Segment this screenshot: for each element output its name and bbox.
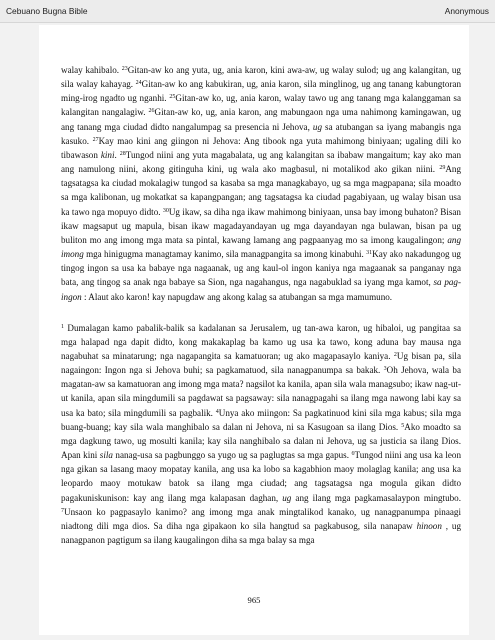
verse-text: Gitan-aw ko ang kabukiran, ug, ania karon, sila minglinog, ug ang tanang kabungtoran ming-irog ngadto ug nganhi. bbox=[61, 79, 461, 104]
italic-word: ug bbox=[282, 492, 292, 503]
verse-text: Kay mao kini ang giingon ni Jehova: Ang tibook nga yuta mahimong biniyaan; ugaling dili ko tibawason bbox=[61, 135, 461, 160]
verse-text: Tungod niini ang usa ka leon nga gikan sa lasang maoy mopatay kanila, ang usa ka lobo sa kagabhion maoy molaglag kanila; ang usa ka leopardo maoy motukaw batok sa ilang mga ciudad; ang tagsatagsa nga mogula gikan didto pagakuniskunison: kay ang ilang mga kalapasan daghan, bbox=[61, 450, 461, 503]
verse-number: 2 bbox=[393, 351, 397, 358]
verse-text: Unsaon ko pagpasaylo kanimo? ang imong mga anak mingtalikod kanako, ug nanagpanumpa pinaagi niadtong dili mga dios. Sa diha nga gipakaon ko sila hangtud sa pagkabusog, sila nanapaw bbox=[61, 506, 461, 531]
document-header bbox=[0, 0, 495, 23]
page-number: 965 bbox=[247, 595, 261, 605]
verse-number: 4 bbox=[215, 408, 219, 415]
paragraph bbox=[61, 63, 461, 304]
verse-text: ang ilang mga pagkamasalaypon mingtubo. bbox=[291, 492, 461, 503]
verse-text: Gitan-aw ko ang yuta, ug, ania karon, kini awa-aw, ug walay sulod; ug ang kalangitan, ug sila walay kahayag. bbox=[61, 65, 461, 90]
verse-number: 26 bbox=[148, 108, 155, 115]
paragraph bbox=[61, 321, 461, 548]
verse-number: 31 bbox=[366, 250, 373, 257]
document-title: Cebuano Bugna Bible bbox=[6, 6, 88, 16]
page-body bbox=[61, 63, 461, 547]
document-page bbox=[39, 25, 469, 635]
verse-text: Ako moadto sa mga dagkung tawo, ug mosulti kanila; kay sila nanghibalo sa dalan ni Jehova, ug sa justicia sa ilang Dios. Apan kini bbox=[61, 421, 461, 461]
verse-text: nanag-usa sa pagbunggo sa yugo ug sa paglugtas sa mga gapus. bbox=[112, 450, 352, 461]
verse-number: 29 bbox=[439, 165, 446, 172]
verse-number: 5 bbox=[401, 422, 405, 429]
verse-number: 23 bbox=[121, 66, 128, 72]
verse-text: Ug ikaw, sa diha nga ikaw mahimong biniyaan, unsa bay imong buhaton? Bisan ikaw magsaput ug mapula, bisan ikaw magadayandayan ug mga dayandayan nga bulawan, bisan pa ug buliton mo ang imong mga mata sa pintal, kawang lamang ang pagpaanyag mo sa imong kaugalingon; bbox=[61, 206, 461, 245]
verse-text: sa atubangan sa iyang mabangis nga kasuko. bbox=[61, 121, 461, 146]
italic-word: sa pag-ingon bbox=[61, 277, 462, 302]
verse-number: 27 bbox=[92, 136, 99, 143]
verse-text: mga hinigugma managtamay kanimo, sila managpangita sa imong kinabuhi. bbox=[83, 249, 367, 260]
verse-number: 1 bbox=[61, 323, 64, 330]
verse-text: . bbox=[114, 149, 120, 160]
verse-text: Kay ako nakadungog ug tingog ingon sa usa ka babaye nga nagaanak, ug ang kaul-ol ingon kaniya nga magaanak sa panganay nga bata, ang tingog sa anak nga babaye sa Sion, nga nagahangus, nga nagabuklad sa iyang mga kamot, bbox=[61, 249, 461, 288]
verse-text: Oh Jehova, wala ba magatan-aw sa kamatuoran ang imong mga mata? nagsilot ka kanila, apan sila wala managsubo; ikaw nag-ut-ut kanila, apan sila mingdumili sa pagdawat sa pagsaway: sila nanagpagahi sa ilang mga nawong labi kay sa usa ka bato; sila mingdumili sa pagbalik. bbox=[61, 365, 461, 418]
italic-word: ang imong bbox=[61, 234, 461, 260]
verse-number: 25 bbox=[169, 94, 176, 101]
verse-text: Gitan-aw ko, ug, ania karon, ang mabungaon nga uma nahimong kamingawan, ug ang tanang mga ciudad didto nangalumpag sa presencia ni Jehova, bbox=[61, 107, 462, 132]
verse-text: Unya ako miingon: Sa pagkatinuod kini sila mga kabus; sila mga buang-buang; kay sila wala manghibalo sa dalan ni Jehova, ni sa Kasugoan sa ilang Dios. bbox=[61, 407, 461, 432]
italic-word: kini bbox=[100, 149, 115, 160]
verse-number: 30 bbox=[162, 207, 169, 214]
document-author: Anonymous bbox=[444, 6, 489, 16]
verse-text: Gitan-aw ko, ug, ania karon, walay tawo ug ang tanang mga kalanggaman sa kalangitan nangalagiw. bbox=[61, 93, 461, 118]
italic-word: ug bbox=[312, 121, 322, 132]
verse-text: , ug nanagpanon pagtigum sa ilang kaugalingon diha sa mga balay sa mga bbox=[61, 520, 461, 545]
verse-text: walay kahibalo. bbox=[61, 65, 122, 75]
verse-number: 7 bbox=[61, 507, 64, 514]
verse-number: 24 bbox=[135, 80, 142, 87]
verse-text: Ug bisan pa, sila nagaingon: Ingon nga si Jehova buhi; sa pagkamatuod, sila nanagpanumpa sa bakak. bbox=[61, 350, 461, 376]
italic-word: hinoon bbox=[416, 520, 442, 531]
verse-text: : Alaut ako karon! kay napugdaw ang akong kalag sa atubangan sa mga mamumuno. bbox=[81, 291, 393, 302]
verse-number: 3 bbox=[383, 366, 387, 373]
verse-text: Dumalagan kamo pabalik-balik sa kadalanan sa Jerusalem, ug tan-awa karon, ug hibaloi, ug pangitaa sa mga halapad nga dapit didto, kong makakaplag ba kamo ug usa ka tawo, kong aduna bay mausa nga nagabuhat sa minatarung; nga nagapangita sa kamatuoran; ug ako magapasaylo kaniya. bbox=[61, 322, 461, 361]
verse-number: 28 bbox=[119, 150, 126, 157]
verse-text: Tungod niini ang yuta magabalata, ug ang kalangitan sa ibabaw mangaitum; kay ako man ang namulong niini, akong gitinguha kini, ug wala ako magbasul, ni motalikod ako gikan niini. bbox=[61, 149, 461, 175]
verse-text: Ang tagsatagsa ka ciudad mokalagiw tungod sa kasaba sa mga managkabayo, ug sa mga magpapana; sila moadto sa mga kalibonan, ug mokatkat sa kapangpangan; ang tagsatagsa ka ciudad pagabiyaan, ug walay bisan usa ka tawo nga mopuyo didto. bbox=[61, 164, 461, 217]
verse-number: 6 bbox=[351, 451, 355, 458]
italic-word: sila bbox=[99, 450, 113, 461]
